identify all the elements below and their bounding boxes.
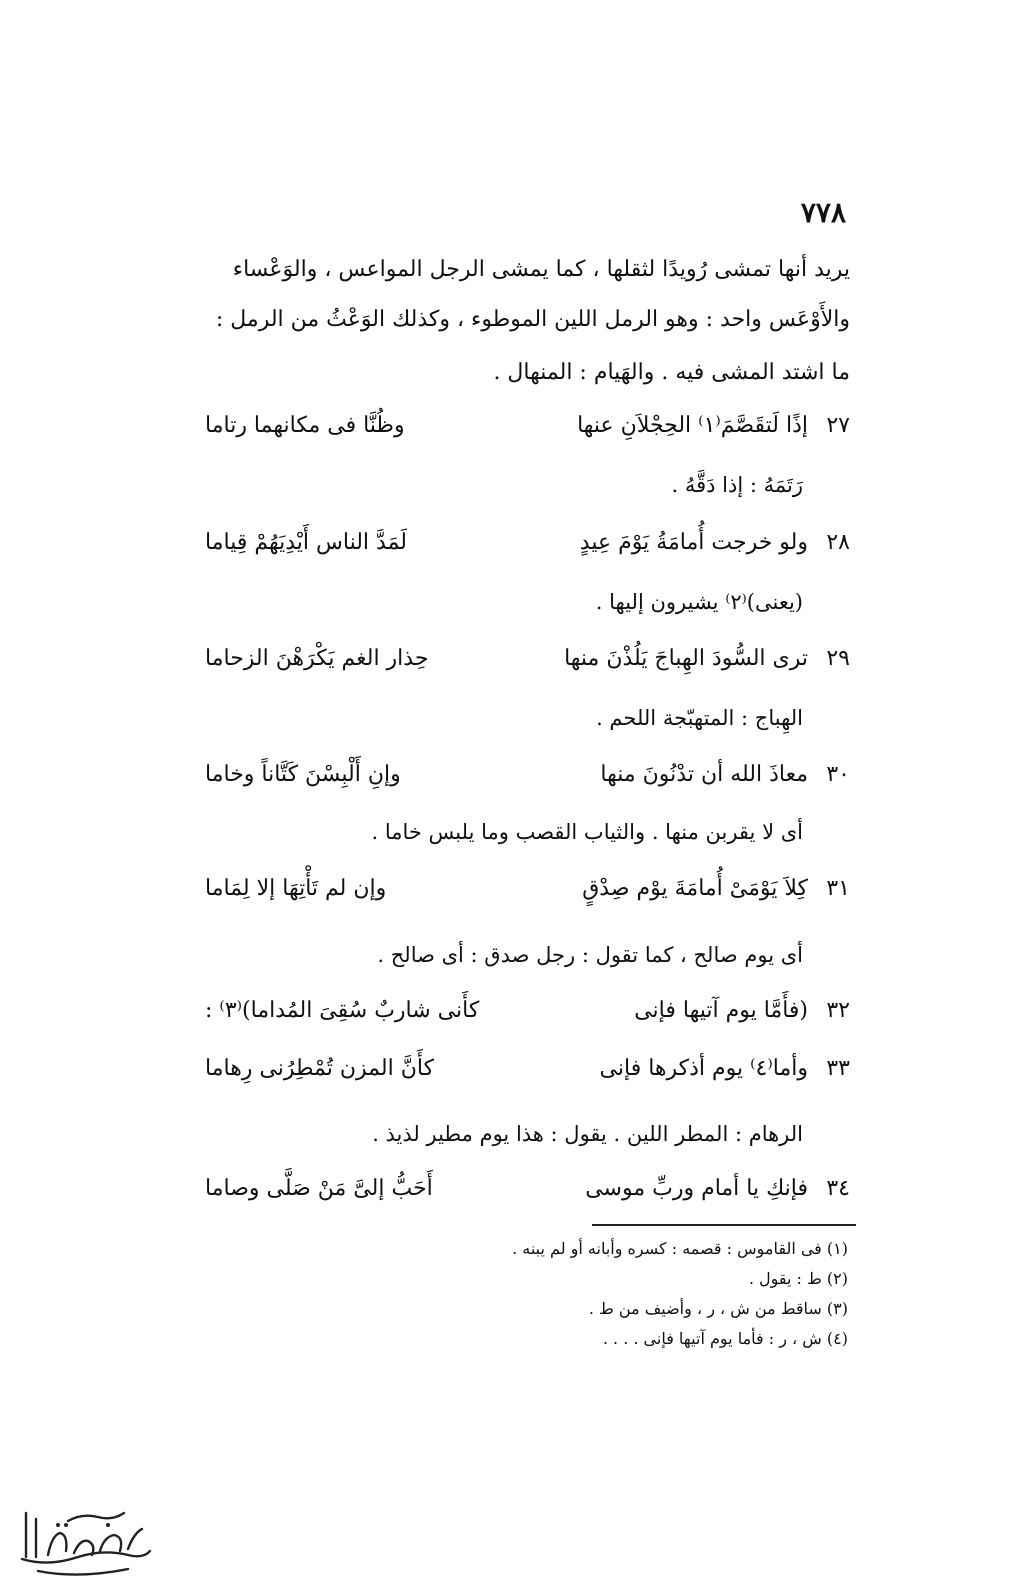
- calligraphy-stamp-logo: [8, 1495, 158, 1580]
- gloss-27: رَتَمَهُ : إذا دَقَّهُ .: [671, 473, 803, 497]
- verse-33: [205, 1046, 850, 1092]
- verse-28: [205, 520, 850, 566]
- verse-hemistich-first: معاذَ الله أن تدْنُونَ منها: [600, 762, 808, 787]
- verse-hemistich-second: وإن لم تَأْتِهَا إلا لِمَاما: [205, 876, 387, 901]
- footnote-2: (٢) ط : يقول .: [748, 1269, 848, 1288]
- verse-30: [205, 752, 850, 798]
- verse-31: [205, 866, 850, 912]
- gloss-30: أى لا يقربن منها . والثياب القصب وما يلبس خاما .: [371, 820, 803, 844]
- verse-hemistich-first: ولو خرجت أُمامَةُ يَوْمَ عِيدٍ: [579, 530, 808, 555]
- verse-hemistich-first: (فأَمَّا يوم آتيها فإنى: [634, 998, 808, 1023]
- verse-32: [205, 988, 850, 1034]
- verse-number: ٣١: [826, 876, 850, 901]
- gloss-29: الهِباج : المتهبّجة اللحم .: [596, 706, 803, 730]
- footnote-3: (٣) ساقط من ش ، ر ، وأضيف من ط .: [588, 1299, 848, 1318]
- gloss-31: أى يوم صالح ، كما تقول : رجل صدق : أى صالح .: [377, 943, 803, 967]
- intro-line-1: يريد أنها تمشى رُويدًا لثقلها ، كما يمشى الرجل المواعس ، والوَعْساء: [232, 257, 850, 282]
- verse-hemistich-second: وإنِ أَلْبِسْنَ كَتَّاناً وخاما: [205, 762, 401, 787]
- footnote-1: (١) فى القاموس : قصمه : كسره وأبانه أو لم يبنه .: [512, 1239, 848, 1258]
- footnote-4: (٤) ش ، ر : فأما يوم آتيها فإنى . . . .: [602, 1329, 848, 1348]
- verse-hemistich-first: ترى السُّودَ الهِباجَ يَلُذْنَ منها: [564, 646, 808, 671]
- intro-line-2: والأَوْعَس واحد : وهو الرمل اللين الموطوء ، وكذلك الوَعْثُ من الرمل :: [215, 307, 850, 332]
- verse-34: [205, 1166, 850, 1212]
- verse-hemistich-second: لَمَدَّ الناس أَيْدِيَهُمْ قِياما: [205, 530, 407, 555]
- verse-29: [205, 636, 850, 682]
- verse-number: ٢٧: [826, 413, 850, 438]
- footnote-separator: [592, 1224, 856, 1226]
- verse-hemistich-first: كِلاَ يَوْمَىْ أُمامَةَ يوْم صِدْقٍ: [582, 876, 808, 901]
- verse-hemistich-first: فإنكِ يا أمام وربِّ موسى: [585, 1176, 808, 1201]
- verse-number: ٣٠: [826, 762, 850, 787]
- gloss-33: الرهام : المطر اللين . يقول : هذا يوم مطير لذيذ .: [372, 1122, 803, 1146]
- page-number: ٧٧٨: [800, 196, 846, 229]
- verse-hemistich-second: وظُنَّا فى مكانهما رتاما: [205, 413, 405, 438]
- verse-hemistich-second: أَحَبُّ إلىَّ مَنْ صَلَّى وصاما: [205, 1176, 433, 1201]
- verse-number: ٣٤: [826, 1176, 850, 1201]
- verse-number: ٢٩: [826, 646, 850, 671]
- verse-number: ٣٣: [826, 1056, 850, 1081]
- intro-line-3: ما اشتد المشى فيه . والهَيام : المنهال .: [493, 360, 850, 385]
- verse-number: ٢٨: [826, 530, 850, 555]
- verse-hemistich-second: كأَنى شاربٌ سُقِىَ المُداما)⁽٣⁾ :: [205, 998, 480, 1023]
- verse-27: [205, 403, 850, 449]
- gloss-28: (يعنى)⁽٢⁾ يشيرون إليها .: [595, 590, 803, 614]
- verse-number: ٣٢: [826, 998, 850, 1023]
- verse-hemistich-first: وأما⁽٤⁾ يوم أذكرها فإنى: [599, 1056, 808, 1081]
- verse-hemistich-second: حِذار الغم يَكْرَهْنَ الزحاما: [205, 646, 429, 671]
- verse-hemistich-second: كأَنَّ المزن تُمْطِرُنى رِهاما: [205, 1056, 435, 1081]
- verse-hemistich-first: إذًا لَتقَصَّمَ⁽١⁾ الحِجْلاَنِ عنها: [577, 413, 808, 438]
